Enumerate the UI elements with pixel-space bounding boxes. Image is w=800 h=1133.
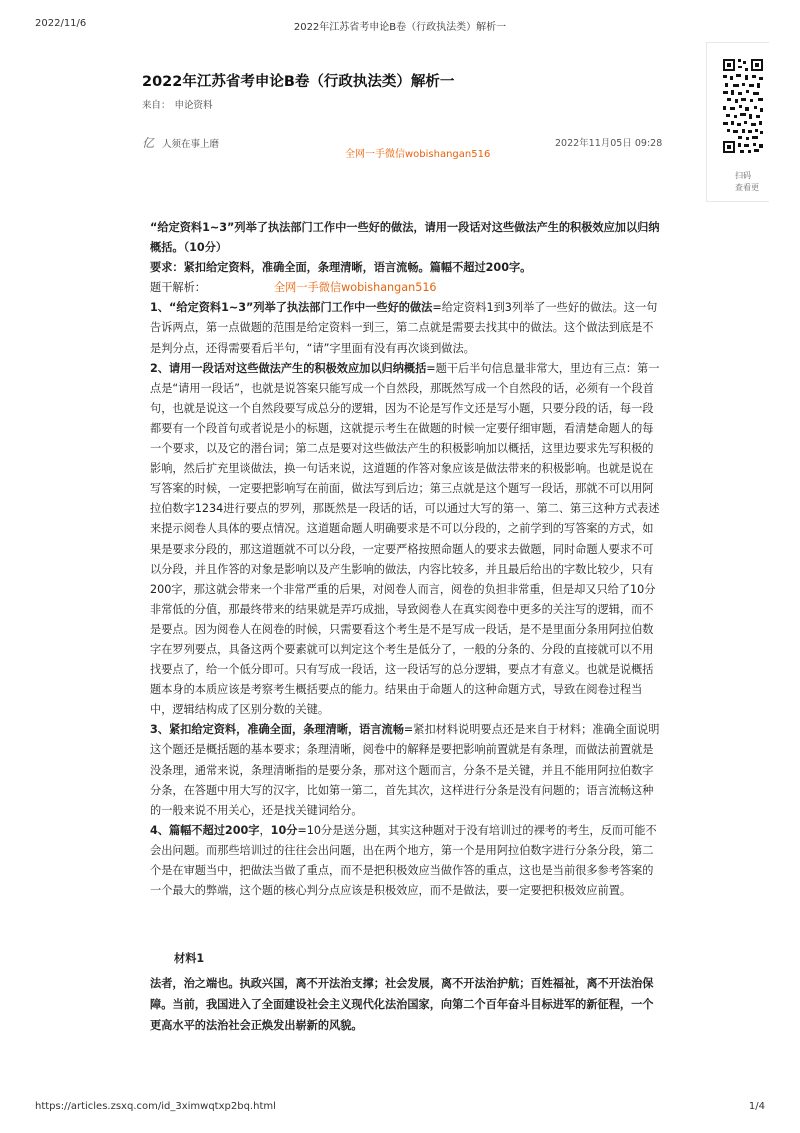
point-1-title: 1、“给定资料1~3”列举了执法部门工作中一些好的做法 bbox=[150, 301, 433, 315]
article-title: 2022年江苏省考申论B卷（行政执法类）解析一 bbox=[142, 74, 455, 90]
analysis-point-1 bbox=[150, 298, 662, 358]
point-2-title: 2、请用一段话对这些做法产生的积极效应加以归纳概括 bbox=[150, 361, 427, 375]
qr-code-icon bbox=[721, 57, 765, 157]
print-title: 2022年江苏省考申论B卷（行政执法类）解析一 bbox=[293, 22, 507, 33]
qr-caption-line2: 查看更 bbox=[735, 183, 759, 192]
analysis-point-4 bbox=[150, 821, 662, 901]
qr-panel[interactable] bbox=[706, 42, 769, 202]
question-text: “给定资料1~3”列举了执法部门工作中一些好的做法，请用一段话对这些做法产生的积极效应加以归纳概括。（10分） bbox=[150, 221, 660, 255]
print-url: https://articles.zsxq.com/id_3ximwqtxp2bq.html bbox=[35, 1101, 276, 1112]
analysis-label: 题干解析： bbox=[150, 281, 206, 295]
print-page-number: 1/4 bbox=[748, 1101, 765, 1112]
qr-caption-line1: 扫码 bbox=[735, 171, 751, 180]
material-text: 法者，治之端也。执政兴国，离不开法治支撑；社会发展，离不开法治护航；百姓福祉，离不开法治保障。当前，我国进入了全面建设社会主义现代化法治国家，向第二个百年奋斗目标进军的新征程，一个更高水平的法治社会正焕发出崭新的风貌。 bbox=[150, 977, 654, 1033]
article-body bbox=[150, 218, 662, 1036]
article-source bbox=[142, 97, 213, 111]
point-2-text: =题干后半句信息量非常大，里边有三点：第一点是“请用一段话”，也就是说答案只能写成一个自然段，那既然写成一个自然段的话，必须有一个段首句，也就是说这一个自然段要写成总分的逻辑，因为不论是写作文还是写小题，只要分段的话，每一段都要有一个段首句或者说是小的标题，这就提示考生在做题的时候一定要仔细审题，看清楚命题人的每一个要求，以及它的潜台词；第二点是要对这些做法产生的积极影响加以概括，这里边要求先写积极的影响，然后扩充里谈做法，换一句话来说，这道题的作答对象应该是做法带来的积极影响。也就是说在写答案的时候，一定要把影响写在前面，做法写到后边；第三点就是这个题写一段话，那就不可以用阿拉伯数字1234进行要点的罗列，那既然是一段话的话，可以通过大写的第一、第二、第三这种方式表述来提示阅卷人具体的要点情况。这道题命题人明确要求是不可以分段的，之前学到的写答案的方式，如果是要求分段的，那这道题就不可以分段，一定要严格按照命题人的要求去做题，同时命题人要求不可以分段，并且作答的对象是影响以及产生影响的做法，内容比较多，并且最后给出的字数比较少，只有200字，那这就会带来一个非常严重的后果，对阅卷人而言，阅卷的负担非常重，但是却又只给了10分非常低的分值，那最终带来的结果就是弄巧成拙，导致阅卷人在真实阅卷中更多的关注写的逻辑，而不是要点。因为阅卷人在阅卷的时候，只需要看这个考生是不是写成一段话，是不是里面分条用阿拉伯数字在罗列要点，具备这两个要素就可以判定这个考生是低分了，一般的分条的、分段的直接就可以不用找要点了，给一个低分即可。只有写成一段话，这一段话写的总分逻辑，要点才有意义。也就是说概括题本身的本质应该是考察考生概括要点的能力。结果由于命题人的这种命题方式，导致在阅卷过程当中，逻辑结构成了区别分数的关键。 bbox=[150, 361, 660, 717]
watermark-text: 全网一手微信wobishangan516 bbox=[345, 149, 491, 160]
point-3-text: =紧扣材料说明要点还是来自于材料；准确全面说明这个题还是概括题的基本要求；条理清晰，阅卷中的解释是要把影响前置就是有条理，而做法前置就是没条理，通常来说，条理清晰指的是要分条，那对这个题而言，分条不是关键，并且不能用阿拉伯数字分条，在答题中用大写的汉字，比如第一第二，首先其次，这样进行分条是没有问题的；语言流畅这种的一般来说不用关心，还是找关键词给分。 bbox=[150, 723, 660, 817]
point-3-title: 3、紧扣给定资料，准确全面，条理清晰，语言流畅 bbox=[150, 723, 404, 737]
source-name[interactable]: 申论资料 bbox=[174, 100, 213, 111]
print-date: 2022/11/6 bbox=[35, 18, 87, 29]
point-4-score: 10分 bbox=[270, 823, 298, 837]
point-4-sep: ， bbox=[259, 823, 271, 837]
inline-watermark: 全网一手微信wobishangan516 bbox=[273, 281, 437, 295]
point-4-text: =10分是送分题，其实这种题对于没有培训过的裸考的考生，反而可能不会出问题。而那些培训过的往往会出问题，出在两个地方，第一个是用阿拉伯数字进行分条分段，第二个是在审题当中，把做法当做了重点，而不是把积极效应当做作答的重点，这也是当前很多参考答案的一个最大的弊端，这个题的核心判分点应该是积极效应，而不是做法，要一定要把积极效应前置。 bbox=[150, 823, 657, 898]
point-1-text: =给定资料1到3列举了一些好的做法。这一句告诉两点，第一点做题的范围是给定资料一到三，第二点就是需要去找其中的做法。这个做法到底是不是判分点，还得需要看后半句，“请”字里面有没有再次谈到做法。 bbox=[150, 301, 658, 355]
material-title: 材料1 bbox=[174, 952, 205, 966]
author-avatar-icon[interactable]: 亿 bbox=[142, 136, 155, 150]
author-row bbox=[142, 134, 219, 151]
point-4-title: 4、篇幅不超过200字 bbox=[150, 823, 260, 837]
requirement-text: 要求：紧扣给定资料，准确全面，条理清晰，语言流畅。篇幅不超过200字。 bbox=[150, 261, 532, 275]
analysis-point-2 bbox=[150, 359, 662, 721]
analysis-heading bbox=[150, 278, 662, 298]
source-label: 来自： bbox=[142, 100, 171, 111]
analysis-point-3 bbox=[150, 720, 662, 820]
article-date: 2022年11月05日 09:28 bbox=[555, 138, 663, 149]
section-gap bbox=[150, 901, 662, 949]
author-name[interactable]: 人须在事上磨 bbox=[162, 139, 220, 150]
